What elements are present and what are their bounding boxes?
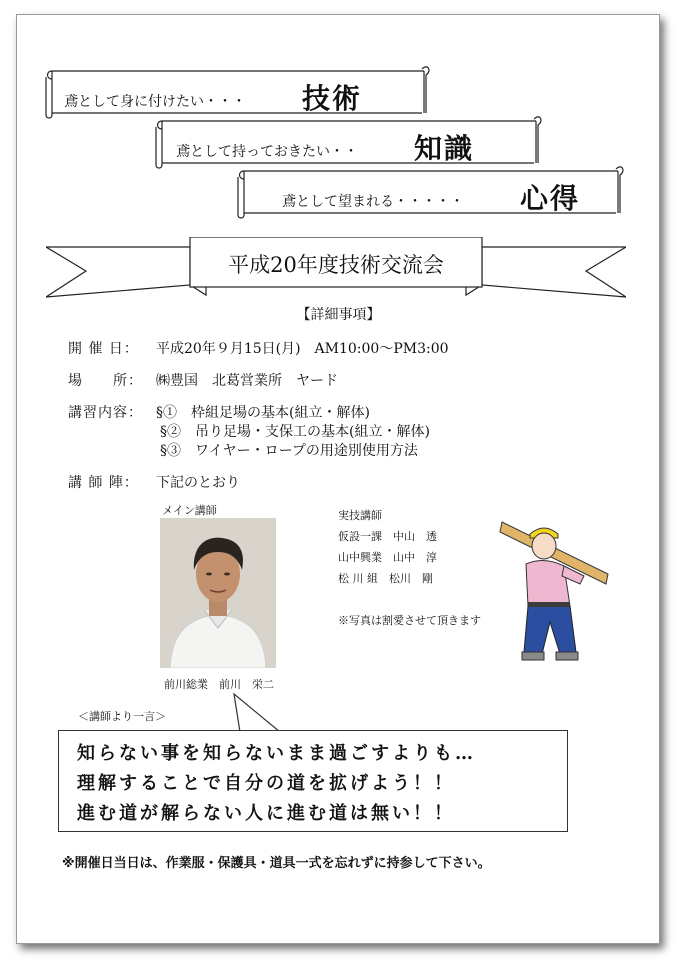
quote-line: 知らない事を知らないまま過ごすよりも…: [77, 743, 476, 764]
detail-row-place: [68, 370, 338, 390]
worker-illustration: [496, 514, 612, 672]
detail-value: 下記のとおり: [156, 475, 240, 491]
main-instructor-name: 前川総業 前川 栄二: [164, 678, 274, 691]
practical-instructors-caption: 実技講師: [338, 509, 382, 522]
detail-label: 講 師 陣：: [68, 475, 139, 491]
detail-row-course: [68, 402, 370, 422]
detail-value: ㈱豊国 北葛営業所 ヤード: [156, 373, 338, 389]
detail-label: 講習内容：: [68, 405, 143, 421]
course-item: §② 吊り足場・支保工の基本(組立・解体): [160, 424, 430, 440]
detail-value: 平成20年９月15日(月) AM10:00〜PM3:00: [156, 341, 449, 357]
detail-row-instructors: [68, 472, 240, 492]
event-title: 平成20年度技術交流会: [228, 253, 444, 277]
scroll-lead-text: 鳶として身に付けたい・・・: [64, 94, 246, 110]
instructor-portrait: [160, 518, 276, 668]
detail-row-date: [68, 338, 449, 358]
scroll-keyword: 知識: [414, 132, 475, 165]
speech-pointer: [228, 692, 288, 734]
bring-equipment-notice: ※開催日当日は、作業服・保護具・道具一式を忘れずに持参して下さい。: [62, 856, 491, 871]
details-heading: 【詳細事項】: [296, 307, 381, 323]
scroll-keyword: 心得: [520, 182, 581, 215]
photo-omitted-note: ※写真は割愛させて頂きます: [338, 614, 481, 627]
quote-line: 理解することで自分の道を拡げよう！！: [77, 773, 455, 794]
worker-carrying-lumber-icon: [496, 514, 612, 672]
event-title-ribbon: [46, 237, 626, 301]
scroll-banner-mindset: [236, 163, 624, 221]
main-instructor-caption: メイン講師: [162, 504, 217, 517]
practical-instructor-row: 松 川 組 松川 剛: [338, 572, 433, 585]
scroll-keyword: 技術: [302, 82, 363, 115]
scroll-lead-text: 鳶として持っておきたい・・: [176, 144, 358, 160]
practical-instructor-row: 仮設一課 中山 透: [338, 530, 437, 543]
detail-label: 開 催 日：: [68, 341, 139, 357]
detail-label: 場 所：: [68, 373, 143, 389]
instructor-comment-label: ＜講師より一言＞: [78, 710, 166, 723]
practical-instructor-row: 山中興業 山中 淳: [338, 551, 437, 564]
course-item: §① 枠組足場の基本(組立・解体): [156, 405, 370, 421]
quote-line: 進む道が解らない人に進む道は無い！！: [77, 803, 455, 824]
course-item: §③ ワイヤー・ロープの用途別使用方法: [160, 443, 418, 459]
instructor-quote-box: [58, 730, 568, 832]
scroll-lead-text: 鳶として望まれる・・・・・: [282, 194, 464, 210]
main-instructor-photo: [160, 518, 276, 668]
